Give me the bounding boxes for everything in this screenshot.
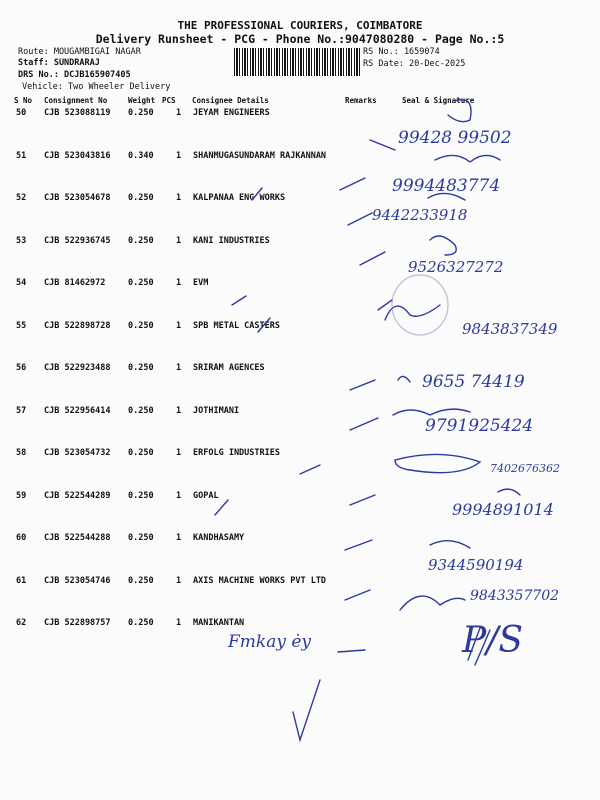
row-consignee: JEYAM ENGINEERS (193, 108, 270, 118)
tick-mark (348, 213, 372, 225)
row-pcs: 1 (176, 150, 182, 161)
row-weight: 0.250 (128, 320, 154, 331)
table-row (0, 108, 600, 128)
tick-mark (293, 680, 320, 740)
col-consignment: Consignment No (44, 96, 108, 105)
row-sno: 54 (16, 278, 27, 288)
tick-mark (370, 140, 395, 150)
row-pcs: 1 (176, 235, 182, 246)
row-weight: 0.250 (128, 108, 154, 118)
tick-mark (340, 178, 365, 190)
row-consignment-no: CJB 523054678 (44, 193, 111, 203)
row-consignment-no: CJB 522898728 (44, 320, 111, 331)
row-pcs: 1 (176, 363, 182, 373)
row-consignee: KANDHASAMY (193, 533, 245, 543)
row-sno: 59 (16, 490, 27, 501)
table-row (0, 278, 600, 298)
row-consignee: KANI INDUSTRIES (193, 235, 270, 246)
table-row (0, 236, 600, 256)
table-row (0, 533, 600, 553)
row-pcs: 1 (176, 448, 182, 458)
handwritten-phone-52: 9442233918 (372, 206, 468, 224)
rs-date: RS Date: 20-Dec-2025 (363, 59, 466, 69)
drs-number: DRS No.: DCJB165907405 (18, 70, 131, 80)
handwritten-phone-57: 9791925424 (425, 416, 534, 436)
row-weight: 0.250 (128, 533, 154, 543)
row-consignment-no: CJB 523043816 (44, 150, 111, 161)
row-sno: 62 (16, 618, 27, 628)
row-weight: 0.250 (128, 405, 154, 416)
row-consignment-no: CJB 522923488 (44, 363, 111, 373)
row-pcs: 1 (176, 320, 182, 331)
row-consignee: GOPAL (193, 490, 219, 501)
vehicle: Vehicle: Two Wheeler Delivery (22, 82, 171, 92)
handwritten-phone-60: 9344590194 (428, 556, 524, 574)
handwritten-remark-62: Fmkay ėy (228, 632, 312, 652)
handwritten-phone-50: 99428 99502 (398, 128, 512, 148)
row-pcs: 1 (176, 278, 182, 288)
handwritten-phone-58: 7402676362 (490, 462, 560, 475)
row-sno: 55 (16, 320, 27, 331)
staff: Staff: SUNDRARAJ (18, 58, 100, 68)
row-consignment-no: CJB 522544289 (44, 490, 111, 501)
row-consignee: AXIS MACHINE WORKS PVT LTD (193, 575, 327, 586)
row-sno: 56 (16, 363, 27, 373)
handwritten-phone-51: 9994483774 (392, 176, 501, 196)
row-pcs: 1 (176, 405, 182, 416)
row-pcs: 1 (176, 108, 182, 118)
row-consignment-no: CJB 522898757 (44, 618, 111, 628)
row-weight: 0.250 (128, 278, 154, 288)
row-pcs: 1 (176, 618, 182, 628)
row-consignee: EVM (193, 278, 209, 288)
handwritten-phone-55: 9843837349 (462, 320, 558, 338)
seal-signature-55 (385, 305, 440, 320)
row-consignment-no: CJB 522544288 (44, 533, 111, 543)
row-consignment-no: CJB 81462972 (44, 278, 106, 288)
row-pcs: 1 (176, 575, 182, 586)
seal-signature-61 (400, 596, 465, 610)
col-seal-signature: Seal & Signature (402, 96, 475, 105)
col-weight: Weight (128, 96, 156, 105)
row-pcs: 1 (176, 490, 182, 501)
row-consignment-no: CJB 522936745 (44, 235, 111, 246)
row-weight: 0.250 (128, 490, 154, 501)
row-consignment-no: CJB 522956414 (44, 405, 111, 416)
row-sno: 61 (16, 575, 27, 586)
col-consignee: Consignee Details (192, 96, 269, 105)
company-title: THE PROFESSIONAL COURIERS, COIMBATORE (177, 19, 423, 32)
col-remarks: Remarks (345, 96, 377, 105)
row-weight: 0.250 (128, 193, 154, 203)
row-consignment-no: CJB 523054746 (44, 575, 111, 586)
table-row (0, 151, 600, 171)
row-weight: 0.250 (128, 235, 154, 246)
row-sno: 53 (16, 235, 27, 246)
row-weight: 0.250 (128, 575, 154, 586)
row-consignee: JOTHIMANI (193, 405, 240, 416)
row-pcs: 1 (176, 193, 182, 203)
tick-mark (378, 300, 392, 310)
table-row (0, 193, 600, 213)
row-sno: 58 (16, 448, 27, 458)
handwritten-phone-61: 9843357702 (470, 588, 560, 604)
row-weight: 0.250 (128, 448, 154, 458)
handwritten-phone-53: 9526327272 (408, 258, 504, 276)
barcode (234, 48, 360, 76)
row-consignee: SRIRAM AGENCES (193, 363, 265, 373)
row-consignee: SPB METAL CASTERS (193, 320, 280, 331)
row-weight: 0.250 (128, 363, 154, 373)
runsheet-subtitle: Delivery Runsheet - PCG - Phone No.:9047080280 - Page No.:5 (95, 32, 505, 46)
row-sno: 52 (16, 193, 27, 203)
col-pcs: PCS (162, 96, 176, 105)
row-consignee: ERFOLG INDUSTRIES (193, 448, 280, 458)
row-consignment-no: CJB 523088119 (44, 108, 111, 118)
col-sno: S No (14, 96, 33, 105)
row-consignment-no: CJB 523054732 (44, 448, 111, 458)
rs-number: RS No.: 1659074 (363, 47, 440, 57)
row-sno: 50 (16, 108, 27, 118)
handwritten-phone-59: 9994891014 (452, 500, 554, 519)
row-consignee: KALPANAA ENG WORKS (193, 193, 286, 203)
row-weight: 0.250 (128, 618, 154, 628)
row-sno: 51 (16, 150, 27, 161)
row-consignee: MANIKANTAN (193, 618, 245, 628)
row-sno: 60 (16, 533, 27, 543)
row-consignee: SHANMUGASUNDARAM RAJKANNAN (193, 150, 327, 161)
row-sno: 57 (16, 405, 27, 416)
row-pcs: 1 (176, 533, 182, 543)
handwritten-signature-62: P/S (462, 620, 524, 661)
remark-dash-62 (338, 650, 365, 652)
route: Route: MOUGAMBIGAI NAGAR (18, 47, 141, 57)
row-weight: 0.340 (128, 150, 154, 161)
handwritten-phone-56: 9655 74419 (422, 372, 525, 392)
